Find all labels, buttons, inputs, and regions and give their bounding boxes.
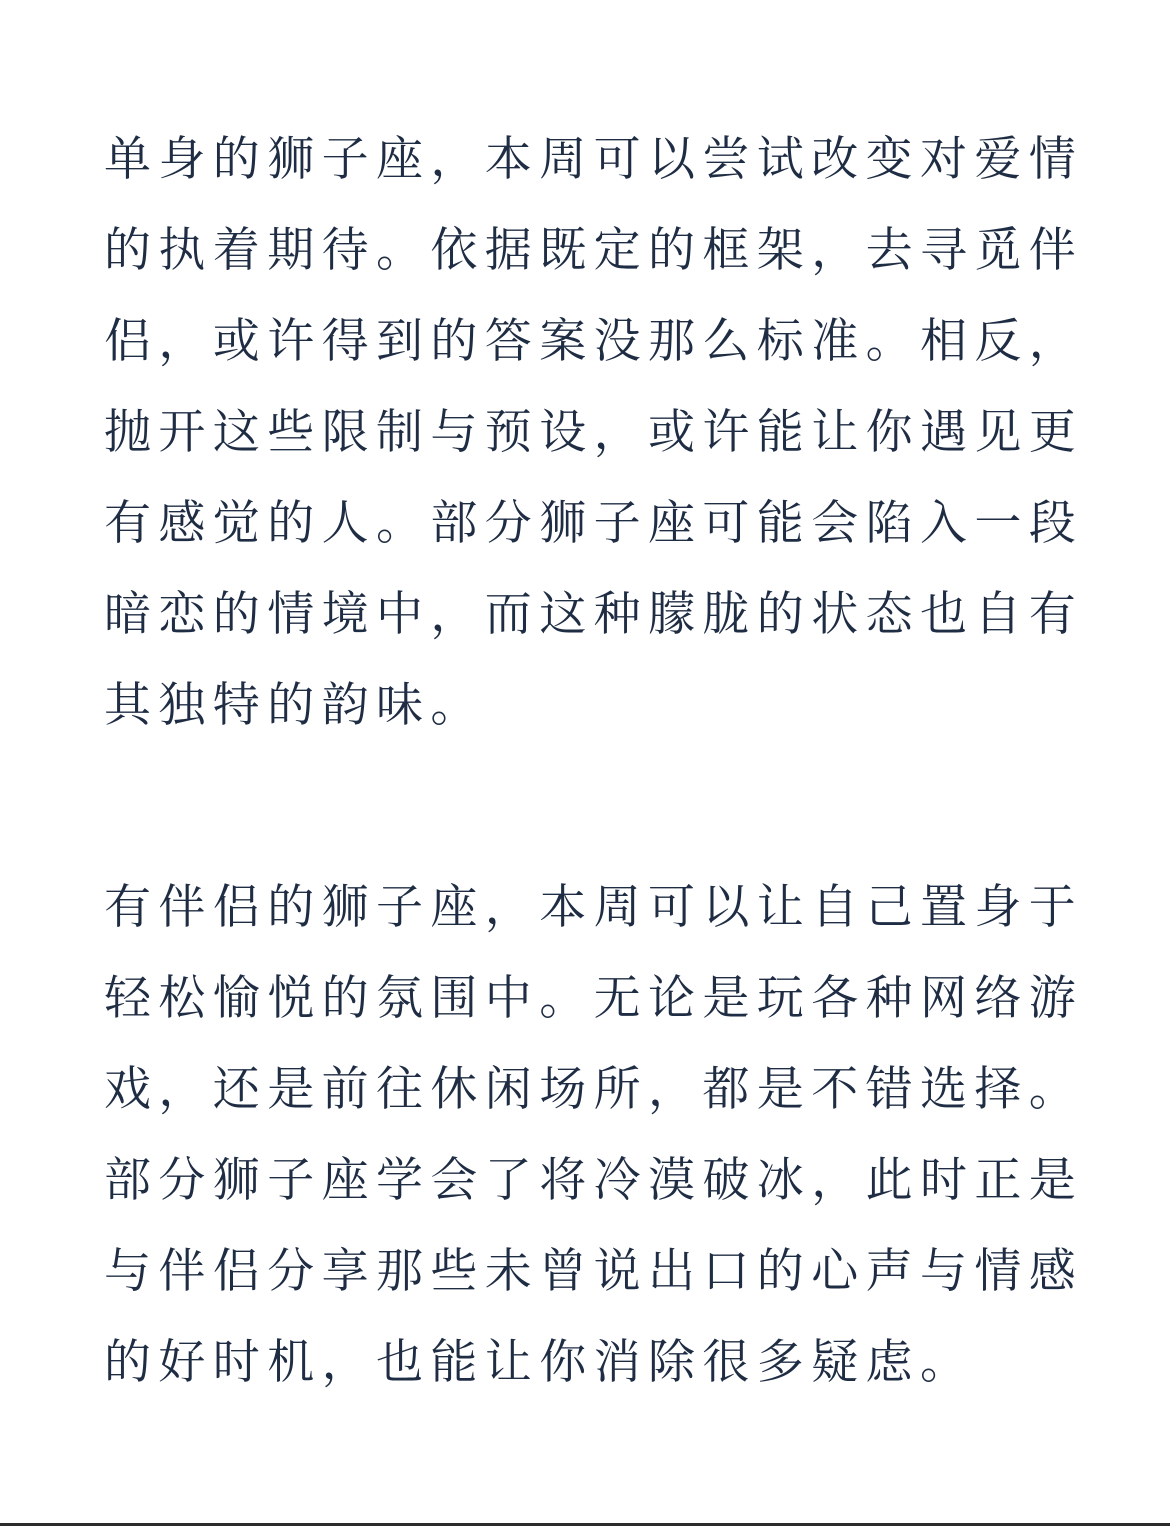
paragraph-single-leo [104,114,1084,751]
text-line: 轻松愉悦的氛围中。无论是玩各种网络游 [104,971,1084,1026]
text-line: 抛开这些限制与预设，或许能让你遇见更 [104,405,1084,460]
text-line: 有感觉的人。部分狮子座可能会陷入一段 [104,496,1084,551]
text-line: 戏，还是前往休闲场所，都是不错选择。 [104,1062,1084,1117]
text-line: 暗恋的情境中，而这种朦胧的状态也自有 [104,587,1084,642]
paragraph-partnered-leo [104,862,1084,1408]
text-line: 有伴侣的狮子座，本周可以让自己置身于 [104,880,1084,935]
text-line: 的执着期待。依据既定的框架，去寻觅伴 [104,223,1084,278]
text-line: 的好时机，也能让你消除很多疑虑。 [104,1335,975,1390]
text-line: 与伴侣分享那些未曾说出口的心声与情感 [104,1244,1084,1299]
text-line: 其独特的韵味。 [104,678,485,733]
text-line: 部分狮子座学会了将冷漠破冰，此时正是 [104,1153,1084,1208]
text-line: 单身的狮子座，本周可以尝试改变对爱情 [104,132,1084,187]
text-line: 侣，或许得到的答案没那么标准。相反， [104,314,1084,369]
